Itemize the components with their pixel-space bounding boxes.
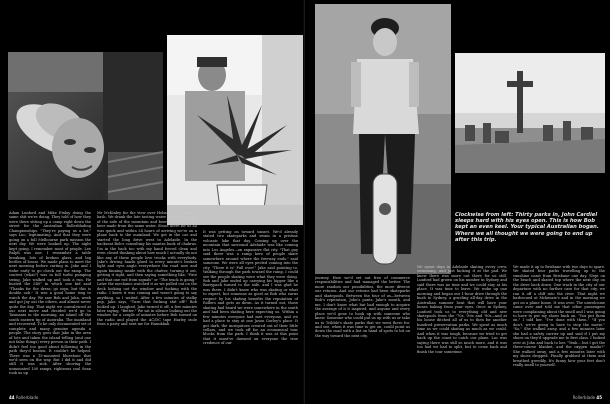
page-number: 44 (9, 395, 15, 400)
photo-plant-skater (167, 35, 303, 225)
article-column-2: Mr McKinley for the view over Hobart and a rooftop bash. We drank the late tasting water over coming out of the side of the mountain and beer drank the local beer made from the same water. Stood there for us all was quick and within 24 hours of arriving we're on a plane back to the mainland. We got in the car and started the long drive west to Adelaide. In the backseat Bob's consulting his mantra book of chakras. I'm in the back too with my hand forced clean and even closed thinking about how much I actually do not like any of these people love trucks with everybody. Jake's driving hands glued to every minute's broken light and eyes angle everywhere the road now and again fanning inside with the chatter, turning it out, getting it right, and then saying something like, "Fate and that one rod from signals" or "The truck is going." Later the mechanic watched it as we pulled out on the deck looking out the window and fucking with the radio. I knew it was coming and wasn't going to say anything, so I waited. After a few minutes of stalky pop, Jake says, "Turn that fucking shit off!" Bob looked up. I laughed. Jake turned it off, a few minutes later saying, "Better." We sat in silence looking out the window for a couple of minutes before Bob turned on the radio and played the AC/DC tape Harley stole from a party and sent me for Hanukkah. (97, 211, 197, 327)
photo-sleeping-skater (8, 52, 163, 200)
right-page (305, 0, 610, 404)
article-column-6: We made it up to Brisbane with two days to spare. We skated four parks travelling up to the sunshine coast from Brisbane one day. Slept on the beach and skated top where the next day on the drive back down. One track in the city of our departure with no further care for that city, we ran it off a cliff into the river. That night we barbecued at Mckenzie's and in the morning we got on a plane home. It was over. The unwelcome came over and told me that other passengers were complaining about the smell and I was going to have to put my shoes back on. "You put them on," I told her. "I've done with them." "If you don't, we're going to have to stop the movie." "So," She walked away, and a few minutes later she had a safety carrier up and said if I put my shoes on they'd upgrade me to first class. I looked over at John and back to her. "Yeah... but I got the three-course blanket, and the oxygen masks?" She walked away, and a few minutes later with my shoes dropped. Finally grabbed at them and breathed greedily. It's funny how your feet don't really smell to yourself. (513, 265, 605, 367)
article-column-1: Adam Lunford and Mike Finlay doing the same shit we're doing. They told of how they were there sitting up a camp right down the street for the Australian Rollerblading Championships. "They're paying us a lot," says Luc, legitimating. And that they were going on a full Melbourne park mission the next day. We were hooked up. The night kept going. I remember most of people. Lee Ralph was one. I remember a table breaking, lots of broken glass, and big bottles of booze. We made plans to meet the next morning before carting in. Jake and I woke early to go check out the ramp. The contest (what?) was in full turbo pumping swing. Jake walked up and took a run. He busted the 540" in which one kid said "Thanks for the dress; go oops, but this is double ooh." It was a good home ring to watch the day. We saw Bob and John, week and got Jay out the others, and almost never quite the day. That night we convalesced at our next move and decided we'd go to Tasmania in the morning, an island off the south eastern tip of Australia. The mainland and recovered. To be only documented set of complete and many genuine agenda a people. The story goes that Jake in the area of lots and taken the island telling (and one not false things) every person in their path. I didn't feel too good about following in the path they'd beaten. It couldn't be helped. There was a 15-mounted bluestone that we'd seen on the way. But I did it and did still it was sick. After shoving the unmounted 100 ramps, righteous soul Sean took us up (9, 211, 91, 376)
page-number: 45 (596, 395, 602, 400)
article-column-5: We spent days in Adelaide skating every crew, swimming, and just kicking it at the pad. We knew there was more out there for us still. Lunford had grown on his number in Sydney and said there was no time and we could stay at his place. It was time to leave. We woke up one morning and began our 1-hour drive through the bush to Sydney, a grueling all-day drive in the Australian summer heat that will have your bones baking from your eyes. Once in Sydney, Lunford took us to everything old and new skatepools from the '70s, '80s and '90s—and at his house ditched all of us to then for another hundred preservation parks. We spent as much time as we could skating as much as we could. And when it was tough, because we tried to get back up the coast to catch our plane. Luc was saying there was still so much more, and it was too bad we had to split, but to come back and finish the tour sometime. (417, 265, 507, 354)
magazine-name: Rollerblade (572, 395, 596, 400)
photo-cemetery (455, 53, 605, 173)
magazine-name: Rollerblade (15, 395, 39, 400)
photo-skater-with-board (315, 4, 451, 274)
article-column-4: journey. How we'd set out free of commerce responsibilities and had managed the better. The more random our possibilities, the more diverse our returns. And our returns had been skateparks and skatepools. Between the four of us—between Bob's reputation, John's pants, Jake's mouth, and me, I don't know what but had enough to acquire the average of it it inspired, and anyone and every place we'd gone to hook up with someone who knew. Someone who could put us up with us or take us to Tribble's skate parks that we went there for, and see, when it was time to get on, could point us down the road with a list on hand of spots to hit on the way toward the next city. (315, 276, 410, 338)
page-folio-right (573, 395, 602, 400)
page-folio-left (9, 395, 38, 400)
article-column-3: It was getting on toward sunset. We'd already stated two skateparks and swam in a pristine volcanic lake that day. Coming up over the mountain that surround Adelaide was like coming into Los Angeles—an expansive flat city. "That guy said there was a ramp here of people skate somewhere around where the freeway ends," said someone. We were all eyes peeled coming into the city. "There it is! Pull over!" Jake said pointing to. Walking through the park toward the ramp, I could see the people skating were what they were doing. Bob and Jake ended up carrying his hipper like a Barrypack turned to the side, and I was glad he was there. I didn't know who was skating or what to expect, but someone as good as Bob who earns respect by his skating benefits the reputation of Rollers and gets us down. As it turned out, those skating had heard we were somewhere in the south and had been skating here expecting us. Within a few minutes everyone had met everyone, and we had a place to stay at one Jason Gorley's place. It got dark, the mosquitoes created out of their little cellars, and we took off for an economical tour blocks from the park. I think it was at this point that it must've dawned on everyone the true credence of our (203, 230, 298, 346)
photo-caption: Clockwise from left: Thirty parks in, John Cardiel sleeps hard with his eyes open. This is how Bob kept an even keel. Your typical Australian bogan. Where we all thought we were going to end up after this trip. (455, 212, 599, 243)
